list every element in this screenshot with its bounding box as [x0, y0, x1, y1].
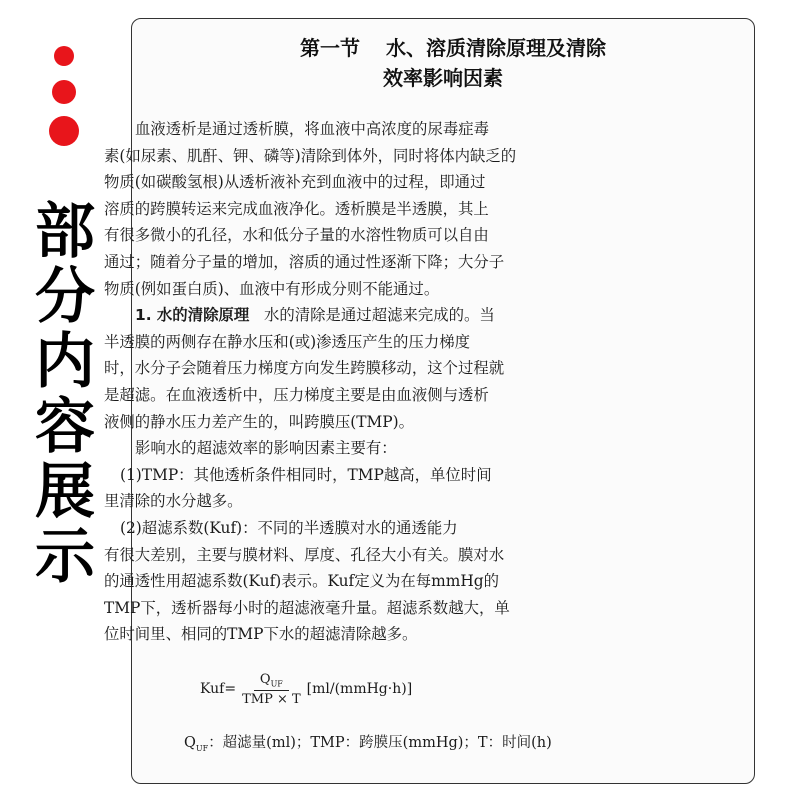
side-title-char: 示: [35, 522, 95, 592]
text-line: [104, 302, 524, 329]
side-title-char: 内: [35, 327, 95, 397]
text-line: 的通透性用超滤系数(Kuf)表示。Kuf定义为在每mmHg的: [104, 572, 500, 591]
formula-legend: [184, 731, 552, 753]
side-title-char: 展: [35, 457, 95, 527]
legend-text: ：超滤量(ml)；TMP：跨膜压(mmHg)；T：时间(h): [208, 735, 552, 751]
text-line: (2)超滤系数(Kuf)：不同的半透膜对水的通透能力: [120, 518, 458, 537]
red-dot-icon: [52, 80, 76, 104]
text-line: 有很多微小的孔径，水和低分子量的水溶性物质可以自由: [104, 226, 489, 245]
text-line: 物质(例如蛋白质)、血液中有形成分则不能通过。: [104, 279, 440, 298]
text-line: 是超滤。在血液透析中，压力梯度主要是由血液侧与透析: [104, 385, 489, 404]
text-line: 血液透析是通过透析膜，将血液中高浓度的尿毒症毒: [135, 120, 489, 138]
heading-line-2: 效率影响因素: [383, 66, 503, 90]
kuf-formula: [200, 672, 412, 707]
formula-q: Q: [259, 672, 271, 687]
red-dot-icon: [54, 46, 74, 66]
legend-q: Q: [184, 735, 196, 751]
section-number: 第一节: [300, 36, 360, 60]
text-line: 溶质的跨膜转运来完成血液净化。透析膜是半透膜，其上: [104, 199, 489, 218]
formula-lhs: Kuf=: [200, 681, 237, 698]
red-dot-icon: [49, 116, 79, 146]
text-line: 位时间里、相同的TMP下水的超滤清除越多。: [104, 625, 418, 644]
page-body: [104, 116, 524, 648]
side-title-char: 部: [35, 197, 95, 267]
text-line: (1)TMP：其他透析条件相同时，TMP越高，单位时间: [120, 465, 492, 484]
text-line: 液侧的静水压力差产生的，叫跨膜压(TMP)。: [104, 412, 415, 431]
side-title-char: 容: [35, 392, 95, 462]
text-line: 半透膜的两侧存在静水压和(或)渗透压产生的压力梯度: [104, 332, 470, 351]
formula-numerator: [254, 672, 289, 691]
text-line: 素(如尿素、肌酐、钾、磷等)清除到体外，同时将体内缺乏的: [104, 146, 517, 165]
text-line: 通过；随着分子量的增加，溶质的通过性逐渐下降；大分子: [104, 252, 505, 271]
text-line: 影响水的超滤效率的影响因素主要有：: [135, 439, 397, 458]
heading-line-1: [132, 33, 754, 63]
legend-q-sub: UF: [195, 743, 209, 753]
formula-fraction: [242, 672, 301, 707]
formula-denominator: TMP × T: [242, 691, 301, 707]
section-heading: [132, 33, 754, 93]
side-title-char: 分: [35, 262, 95, 332]
text-line: 有很大差别，主要与膜材料、厚度、孔径大小有关。膜对水: [104, 545, 505, 564]
text-line: 物质(如碳酸氢根)从透析液补充到血液中的过程，即通过: [104, 173, 486, 192]
text-line: TMP下，透析器每小时的超滤液毫升量。超滤系数越大，单: [104, 598, 510, 617]
side-title: [30, 197, 100, 592]
section-title: 水、溶质清除原理及清除: [386, 36, 606, 60]
formula-unit: [ml/(mmHg·h)]: [306, 681, 413, 698]
text-span: 水的清除是通过超滤来完成的。当: [263, 306, 495, 325]
subsection-label: 1. 水的清除原理: [135, 306, 250, 325]
decorative-dots: [42, 38, 86, 160]
formula-q-sub: UF: [270, 679, 283, 689]
text-line: 里清除的水分越多。: [104, 492, 243, 511]
text-line: 时，水分子会随着压力梯度方向发生跨膜移动，这个过程就: [104, 359, 505, 378]
